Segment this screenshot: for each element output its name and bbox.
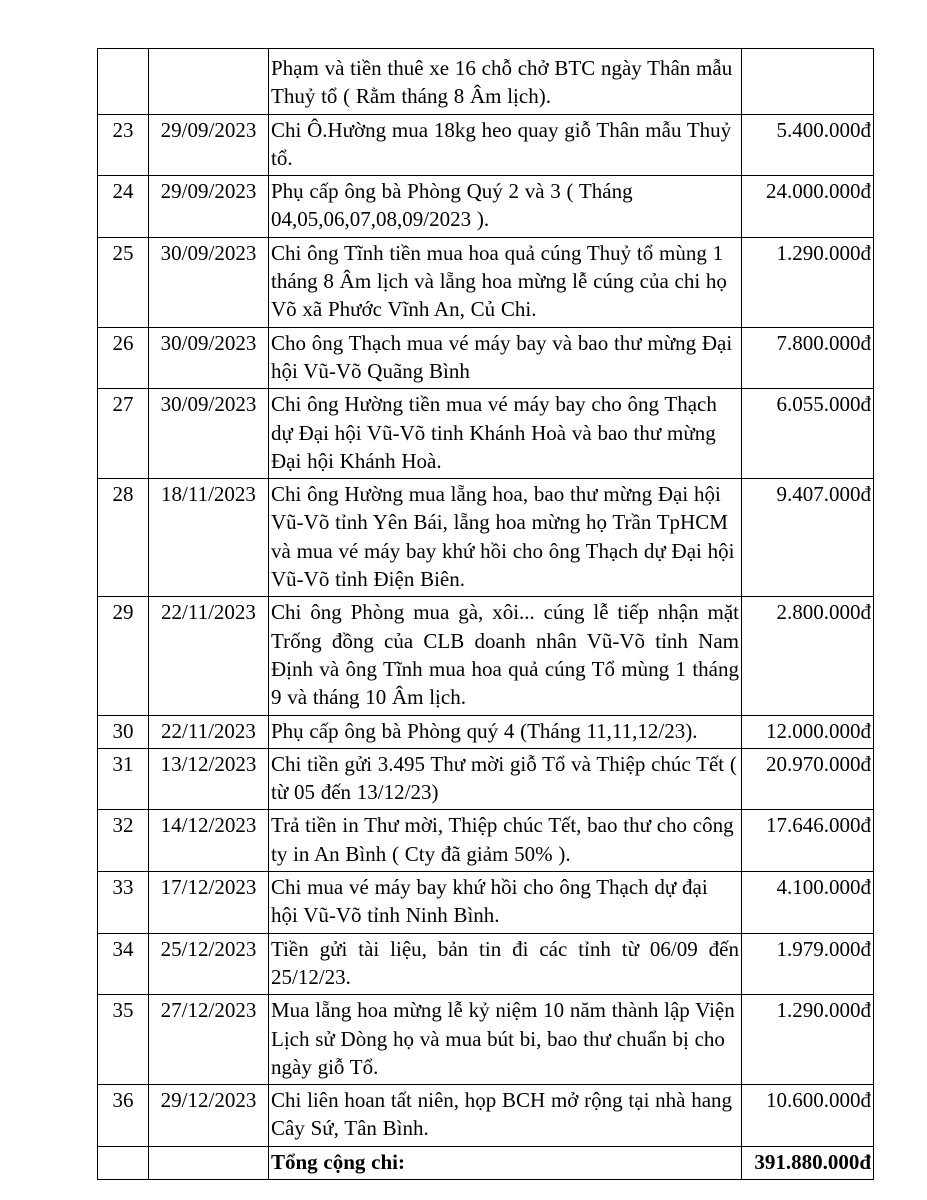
row-number-cell: 35 <box>98 995 149 1085</box>
date-cell <box>149 1146 269 1179</box>
date-cell: 30/09/2023 <box>149 237 269 327</box>
description-cell: Mua lẵng hoa mừng lễ kỷ niệm 10 năm thành lập Viện Lịch sử Dòng họ và mua bút bi, bao thư chuẩn bị cho ngày giỗ Tổ. <box>269 995 742 1085</box>
amount-cell: 24.000.000đ <box>742 176 874 238</box>
carryover-row <box>98 49 874 115</box>
amount-cell: 12.000.000đ <box>742 715 874 748</box>
row-number-cell <box>98 49 149 115</box>
expense-row <box>98 1085 874 1147</box>
expense-row <box>98 810 874 872</box>
date-cell <box>149 49 269 115</box>
amount-cell <box>742 49 874 115</box>
date-cell: 17/12/2023 <box>149 872 269 934</box>
row-number-cell: 32 <box>98 810 149 872</box>
expense-table-body <box>98 49 874 1180</box>
date-cell: 29/09/2023 <box>149 176 269 238</box>
description-cell: Chi Ô.Hường mua 18kg heo quay giỗ Thân mẫu Thuỷ tổ. <box>269 114 742 176</box>
date-cell: 14/12/2023 <box>149 810 269 872</box>
expense-table <box>97 48 874 1180</box>
date-cell: 29/09/2023 <box>149 114 269 176</box>
row-number-cell: 25 <box>98 237 149 327</box>
date-cell: 27/12/2023 <box>149 995 269 1085</box>
description-cell: Trả tiền in Thư mời, Thiệp chúc Tết, bao thư cho công ty in An Bình ( Cty đã giảm 50% ). <box>269 810 742 872</box>
date-cell: 13/12/2023 <box>149 748 269 810</box>
description-cell: Chi liên hoan tất niên, họp BCH mở rộng tại nhà hang Cây Sứ, Tân Bình. <box>269 1085 742 1147</box>
description-cell: Cho ông Thạch mua vé máy bay và bao thư mừng Đại hội Vũ-Võ Quãng Bình <box>269 327 742 389</box>
expense-row <box>98 872 874 934</box>
amount-cell: 1.290.000đ <box>742 237 874 327</box>
date-cell: 30/09/2023 <box>149 389 269 479</box>
row-number-cell: 27 <box>98 389 149 479</box>
expense-row <box>98 237 874 327</box>
amount-cell: 9.407.000đ <box>742 479 874 597</box>
date-cell: 22/11/2023 <box>149 715 269 748</box>
expense-row <box>98 995 874 1085</box>
expense-row <box>98 389 874 479</box>
row-number-cell: 26 <box>98 327 149 389</box>
expense-row <box>98 479 874 597</box>
expense-row <box>98 114 874 176</box>
description-cell: Chi ông Hường tiền mua vé máy bay cho ông Thạch dự Đại hội Vũ-Võ tinh Khánh Hoà và bao thư mừng Đại hội Khánh Hoà. <box>269 389 742 479</box>
row-number-cell: 31 <box>98 748 149 810</box>
row-number-cell: 29 <box>98 597 149 715</box>
total-row <box>98 1146 874 1179</box>
amount-cell: 1.290.000đ <box>742 995 874 1085</box>
amount-cell: 20.970.000đ <box>742 748 874 810</box>
expense-row <box>98 715 874 748</box>
description-cell: Chi ông Phòng mua gà, xôi... cúng lễ tiếp nhận mặt Trống đồng của CLB doanh nhân Vũ-Võ tỉnh Nam Định và ông Tĩnh mua hoa quả cúng Tổ mùng 1 tháng 9 và tháng 10 Âm lịch. <box>269 597 742 715</box>
expense-row <box>98 597 874 715</box>
date-cell: 18/11/2023 <box>149 479 269 597</box>
expense-row <box>98 327 874 389</box>
date-cell: 22/11/2023 <box>149 597 269 715</box>
amount-cell: 1.979.000đ <box>742 933 874 995</box>
amount-cell: 4.100.000đ <box>742 872 874 934</box>
amount-cell: 10.600.000đ <box>742 1085 874 1147</box>
description-cell: Phạm và tiền thuê xe 16 chỗ chở BTC ngày Thân mẫu Thuỷ tổ ( Rằm tháng 8 Âm lịch). <box>269 49 742 115</box>
row-number-cell: 24 <box>98 176 149 238</box>
amount-cell: 5.400.000đ <box>742 114 874 176</box>
date-cell: 25/12/2023 <box>149 933 269 995</box>
expense-row <box>98 748 874 810</box>
amount-cell: 17.646.000đ <box>742 810 874 872</box>
row-number-cell <box>98 1146 149 1179</box>
description-cell: Tổng cộng chi: <box>269 1146 742 1179</box>
row-number-cell: 34 <box>98 933 149 995</box>
date-cell: 30/09/2023 <box>149 327 269 389</box>
description-cell: Chi mua vé máy bay khứ hồi cho ông Thạch dự đại hội Vũ-Võ tỉnh Ninh Bình. <box>269 872 742 934</box>
expense-row <box>98 933 874 995</box>
expense-row <box>98 176 874 238</box>
description-cell: Chi tiền gửi 3.495 Thư mời giỗ Tổ và Thiệp chúc Tết ( từ 05 đến 13/12/23) <box>269 748 742 810</box>
description-cell: Phụ cấp ông bà Phòng quý 4 (Tháng 11,11,12/23). <box>269 715 742 748</box>
amount-cell: 7.800.000đ <box>742 327 874 389</box>
description-cell: Chi ông Tĩnh tiền mua hoa quả cúng Thuỷ tổ mùng 1 tháng 8 Âm lịch và lẵng hoa mừng lễ cúng của chi họ Võ xã Phước Vĩnh An, Củ Chi. <box>269 237 742 327</box>
row-number-cell: 28 <box>98 479 149 597</box>
amount-cell: 2.800.000đ <box>742 597 874 715</box>
amount-cell: 6.055.000đ <box>742 389 874 479</box>
row-number-cell: 36 <box>98 1085 149 1147</box>
date-cell: 29/12/2023 <box>149 1085 269 1147</box>
description-cell: Phụ cấp ông bà Phòng Quý 2 và 3 ( Tháng 04,05,06,07,08,09/2023 ). <box>269 176 742 238</box>
description-cell: Tiền gửi tài liệu, bản tin đi các tỉnh từ 06/09 đến 25/12/23. <box>269 933 742 995</box>
row-number-cell: 30 <box>98 715 149 748</box>
description-cell: Chi ông Hường mua lẵng hoa, bao thư mừng Đại hội Vũ-Võ tỉnh Yên Bái, lẵng hoa mừng họ Trần TpHCM và mua vé máy bay khứ hồi cho ông Thạch dự Đại hội Vũ-Võ tỉnh Điện Biên. <box>269 479 742 597</box>
row-number-cell: 23 <box>98 114 149 176</box>
row-number-cell: 33 <box>98 872 149 934</box>
amount-cell: 391.880.000đ <box>742 1146 874 1179</box>
